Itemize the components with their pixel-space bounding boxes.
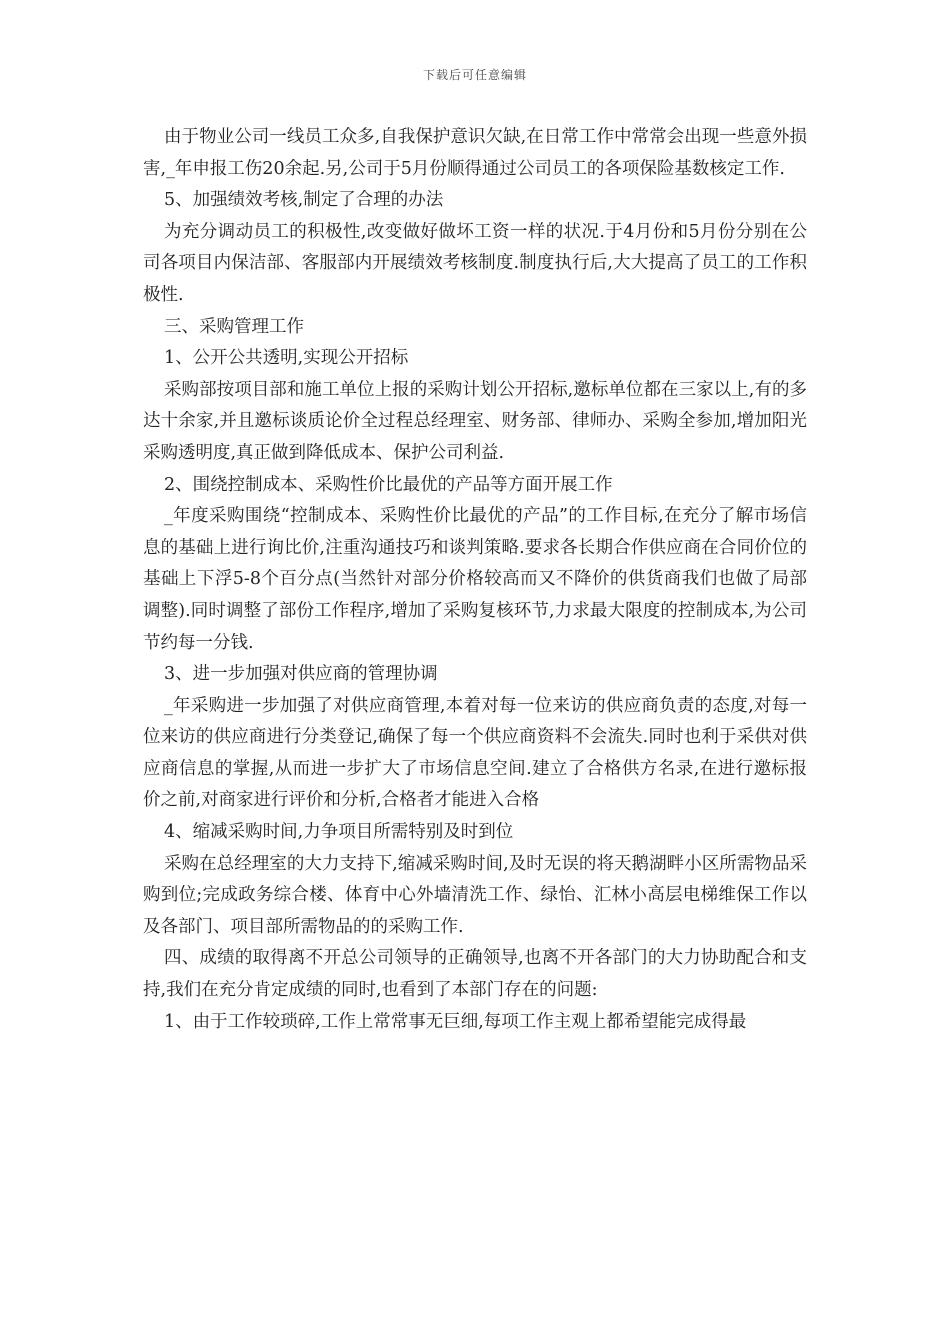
section-heading-procurement: 三、采购管理工作 <box>164 316 304 337</box>
heading-open-tender: 1、公开公共透明,实现公开招标 <box>164 348 409 369</box>
paragraph-performance-appraisal: 为充分调动员工的积极性,改变做好做坏工资一样的状况.于4月份和5月份分别在公司各项目内保洁部、客服部内开展绩效考核制度.制度执行后,大大提高了员工的工作积极性. <box>143 221 807 305</box>
heading-supplier-management: 3、进一步加强对供应商的管理协调 <box>164 664 438 685</box>
heading-reduce-procurement-time: 4、缩减采购时间,力争项目所需特别及时到位 <box>164 822 514 843</box>
document-body <box>143 122 807 1038</box>
heading-performance-appraisal: 5、加强绩效考核,制定了合理的办法 <box>164 190 444 211</box>
paragraph-open-tender: 采购部按项目部和施工单位上报的采购计划公开招标,邀标单位都在三家以上,有的多达十余家,并且邀标谈质论价全过程总经理室、财务部、律师办、采购全参加,增加阳光采购透明度,真正做到降低成本、保护公司利益. <box>143 379 807 463</box>
paragraph-supplier-management: _年采购进一步加强了对供应商管理,本着对每一位来访的供应商负责的态度,对每一位来访的供应商进行分类登记,确保了每一个供应商资料不会流失.同时也利于采供对供应商信息的掌握,从而进一步扩大了市场信息空间.建立了合格供方名录,在进行邀标报价之前,对商家进行评价和分析,合格者才能进入合格 <box>143 695 807 811</box>
section-heading-achievements: 四、成绩的取得离不开总公司领导的正确领导,也离不开各部门的大力协助配合和支持,我们在充分肯定成绩的同时,也看到了本部门存在的问题: <box>143 948 807 1001</box>
paragraph-reduce-procurement-time: 采购在总经理室的大力支持下,缩减采购时间,及时无误的将天鹅湖畔小区所需物品采购到位;完成政务综合楼、体育中心外墙清洗工作、绿怡、汇林小高层电梯维保工作以及各部门、项目部所需物品的的采购工作. <box>143 853 807 937</box>
page-header-note: 下载后可任意编辑 <box>422 68 527 82</box>
paragraph-cost-control: _年度采购围绕“控制成本、采购性价比最优的产品”的工作目标,在充分了解市场信息的基础上进行询比价,注重沟通技巧和谈判策略.要求各长期合作供应商在合同价位的基础上下浮5-8个百分点(当然针对部分价格较高而又不降价的供货商我们也做了局部调整).同时调整了部份工作程序,增加了采购复核环节,力求最大限度的控制成本,为公司节约每一分钱. <box>143 506 807 653</box>
paragraph-injury-report: 由于物业公司一线员工众多,自我保护意识欠缺,在日常工作中常常会出现一些意外损害,_年申报工伤20余起.另,公司于5月份顺得通过公司员工的各项保险基数核定工作. <box>143 127 807 179</box>
paragraph-problems-1: 1、由于工作较琐碎,工作上常常事无巨细,每项工作主观上都希望能完成得最 <box>164 1011 747 1032</box>
heading-cost-control: 2、围绕控制成本、采购性价比最优的产品等方面开展工作 <box>164 474 613 495</box>
